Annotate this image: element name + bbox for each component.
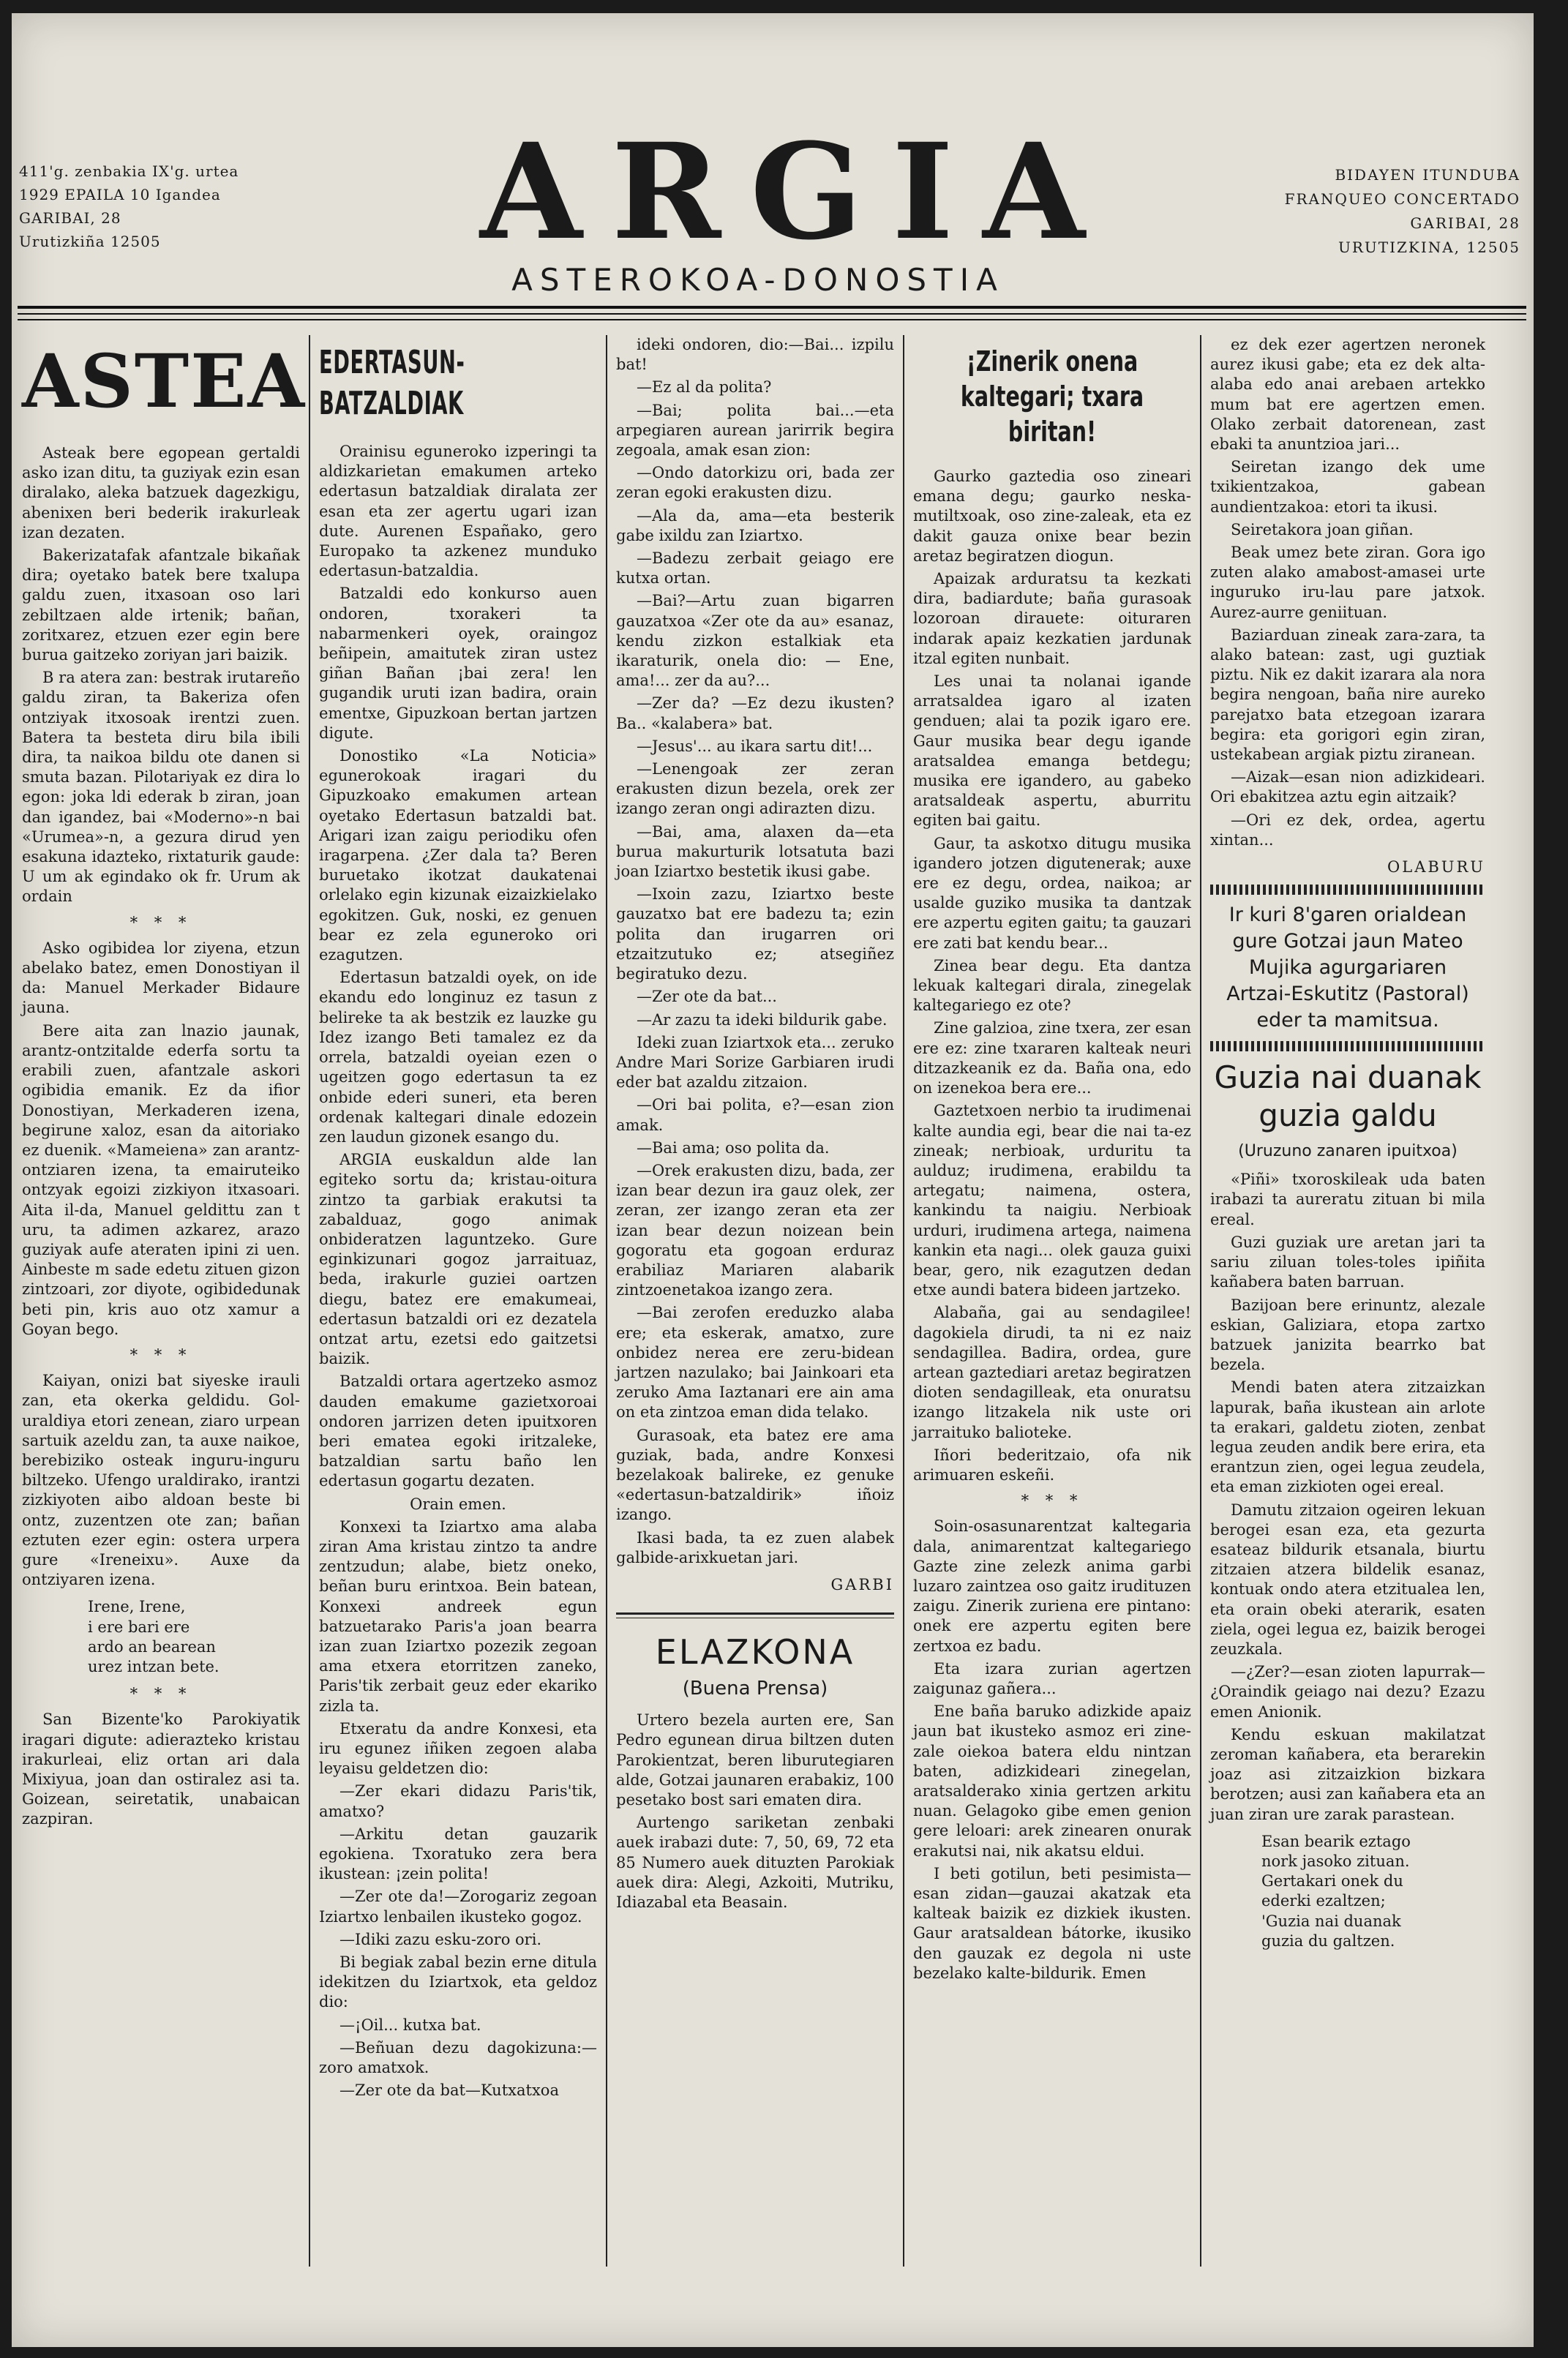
paragraph: Bazijoan bere erinuntz, alezale eskian, Galiziara, etopa zartxo batzuek janizita bearrko bat bezela. [1210, 1296, 1485, 1374]
signature: OLABURU [1387, 858, 1485, 876]
paragraph: Batzaldi edo konkurso auen ondoren, txorakeri ta nabarmenkeri oyek, oraingoz beñipein, amaitutek ziran ustez giñan Bañan ¡bai zera! len gugandik uruti izan badira, orain ementxe, Gipuzkoan bertan jartzen digute. [319, 585, 597, 742]
paragraph: ez dek ezer agertzen neronek aurez ikusi gabe; eta ez dek alta-alaba edo anai arebaen artekko mum bat ere agertzen emen. Olako zerbait datorenean, zast ebaki ta anuntzioa jari... [1210, 336, 1485, 454]
paragraph: Orain emen. [410, 1495, 506, 1513]
paragraph: Ene baña baruko adizkide apaiz jaun bat ikusteko asmoz eri zine-zale oiekoa batera eldu nintzan baten, adizkideari zinegelan, aratsalderako xinia gertzen arkitu nuan. Gelagoko gibe emen genion gere leloari: arek zinearen onurak erakutsi nai, nik akatsu eldui. [913, 1702, 1191, 1860]
newspaper-page [12, 13, 1534, 2347]
masthead-rule-thin [18, 313, 1526, 315]
zine-heading: ¡Zinerik onena kaltegari; txara biritan! [960, 345, 1144, 448]
paragraph: Bere aita zan lnazio jaunak, arantz-ontzitalde ederfa sortu ta erabili zuen, afantzale askori ogibidia emanik. Ez da ifior Donostiyan, Merkaderen izena, begirune xaloz, esan da aitoriako ez duenik. «Mameiena» zan arantz-ontziaren izena, ta emairuteiko ontzyak egoizi zizkiyon itxasoari. Aita il-da, Manuel geldittu zan t uru, ta adimen azkarez, arazo guziyak aufe ateraten ipini zi uen. Ainbeste m sade edetu zituen gizon zintzoari, zor diyote, ogibidedunak beti pin, kris auo otz xamur a Goyan bego. [22, 1021, 300, 1338]
paragraph: —Idiki zazu esku-zoro ori. [340, 1930, 542, 1948]
address-line: GARIBAI, 28 [19, 209, 121, 227]
paragraph: Apaizak arduratsu ta kezkati dira, badiardute; baña gurasoak lozoroan dirauete: oituraren indarak apaiz kezkatien jardunak itzal egiten nunbait. [913, 570, 1191, 667]
paragraph: —¡Oil... kutxa bat. [340, 2016, 481, 2034]
paragraph: Soin-osasunarentzat kaltegaria dala, animarentzat kaltegariego Gazte zine zelezk anima garbi luzaro zaintzea oso gaitz irudituzen zaigu. Zinerik zuriena ere pintano: onek ere azpertu egiten bere zertxoa ez badu. [913, 1517, 1191, 1655]
date-line: 1929 EPAILA 10 Igandea [19, 186, 221, 203]
paragraph: Ideki zuan Iziartxok eta... zeruko Andre Mari Sorize Garbiaren irudi eder bat azaldu zitzaion. [616, 1033, 894, 1092]
issue-info [19, 159, 282, 253]
column-divider [903, 335, 904, 2267]
separator: * * * [1021, 1492, 1084, 1510]
paragraph: Damutu zitzaion ogeiren lekuan berogei esan eza, eta gezurta esateaz bildurik etsanala, biurtu zitzaien atzera bildelik esanaz, kontuak ondo atera etzitualea len, eta orain obeki aterarik, esaten ziela, ogei legua ez, baizik berogei zeuzkala. [1210, 1501, 1485, 1658]
paragraph: Kendu eskuan makilatzat zeroman kañabera, eta berarekin joaz asi zitzaizkion bizkara berotzen; ausi zan kañabera eta an juan ziran ure zarak parastean. [1210, 1725, 1485, 1823]
issue-line: 411'g. zenbakia IX'g. urtea [19, 162, 239, 180]
column-astea [22, 335, 307, 1833]
paragraph: Edertasun batzaldi oyek, on ide ekandu edo longinuz ez tasun z belireke ta ak bestzik ez lauzke gu Idez izango Beti tamalez ez da orrela, batzaldi oyeian ezen o ugeitzen gogo edertasun ta ez onbide ederi suneri, eta beren ordenak kaltegari dinale edozein zen laudun gizonek esango du. [319, 969, 597, 1146]
separator: * * * [130, 913, 192, 931]
poem [1210, 1832, 1485, 1951]
poem-line: urez intzan bete. [88, 1657, 220, 1675]
paragraph: —Ez al da polita? [637, 378, 772, 397]
section-rule [616, 1612, 894, 1615]
poem-line: ardo an bearean [88, 1637, 216, 1656]
paragraph: ARGIA euskaldun alde lan egiteko sortu da; kristau-oitura zintzo ta garbiak erakutsi ta zabalduaz, gogo animak onbideratzen laguntzeko. Gure eginkizunari gogoz jarraituaz, beda, irakurle guziei oartzen diegu, batez ere emakumeai, edertasun batzaldi ori ez dezatela ontzat artu, ezetsi edo gaitzetsi baizik. [319, 1151, 597, 1368]
paragraph: —Ori bai polita, e?—esan zion amak. [616, 1096, 894, 1134]
paragraph: Etxeratu da andre Konxesi, eta iru egunez iñiken zegoen alaba leyaisu geldetzen dio: [319, 1719, 597, 1778]
paragraph: Eta izara zurian agertzen zaigunaz gañera... [913, 1659, 1191, 1697]
paragraph: —Ar zazu ta ideki bildurik gabe. [637, 1010, 888, 1029]
phone-line: Urutizkiña 12505 [19, 233, 161, 250]
paragraph: Gurasoak, eta batez ere ama guziak, bada, andre Konxesi bezelakoak balireke, ez genuke «edertasun-batzaldirik» iñoiz izango. [616, 1426, 894, 1524]
paragraph: Mendi baten atera zitzaizkan lapurak, baña ikustean ain arlote ta erakari, galdetu zioten, zenbat legua zeuden andik bere erira, eta erantzun zien, ogei legua zeudela, eta eman zizkioten ogei ereal. [1210, 1378, 1485, 1496]
paragraph: Guzi guziak ure aretan jari ta sariu ziluan toles-toles ipiñita kañabera baten barruan. [1210, 1233, 1485, 1291]
column-olaburu [1210, 335, 1485, 1951]
paragraph: Batzaldi ortara agertzeko asmoz dauden emakume gazietxoroai ondoren jarrizen deten ipuitxoren beri ematea egoki iritzaleke, batzaldian sartu baño len edertasun gogartu dezaten. [319, 1373, 597, 1490]
paragraph: —Arkitu detan gauzarik egokiena. Txoratuko zera bera ikustean: ¡zein polita! [319, 1825, 597, 1883]
paragraph: Konxexi ta Iziartxo ama alaba ziran Ama kristau zintzo ta andre zentzudun; alabe, bietz oneko, beñan buru erintxoa. Bein batean, Konxexi andreek egun batzuetarako Paris'a joan bearra izan zuan Iziartxo pozezik zegoan ama etxera etorritzen zaneko, Paris'tik zerbait geuz eder ekariko zizla ta. [319, 1517, 597, 1715]
paragraph: —Bai; polita bai...—eta arpegiaren aurean jarirrik begira zegoala, amak esan zion: [616, 401, 894, 459]
postage-info [1213, 163, 1520, 260]
paragraph: San Bizente'ko Parokiyatik iragari digute: adierazteko kristau irakurleai, eliz ortan ari dala Mixiyua, joan dan ostiralez asi ta. Goizean, seiretatik, unabaican zazpiran. [22, 1711, 300, 1828]
paragraph: —Ala da, ama—eta besterik gabe ixildu zan Iziartxo. [616, 506, 894, 544]
paragraph: Urtero bezela aurten ere, San Pedro egunean dirua biltzen duten Parokientzat, beren liburutegiaren alde, Gotzai jaunaren erabakiz, 100 pesetako bost sari ematen dira. [616, 1711, 894, 1809]
paragraph: —Bai, ama, alaxen da—eta burua makurturik lotsatuta bazi joan Iziartxo bestetik ikusi gabe. [616, 822, 894, 881]
paragraph: Gaur, ta askotxo ditugu musika igandero jotzen digutenerak; auxe ere ez degu, ordea, naikoa; ar usalde guziko musika ta dantzak ere azpertu egiten gaitu; ta gauzari ere zati bat kendu bear... [913, 834, 1191, 952]
paragraph: Orainisu eguneroko izperingi ta aldizkarietan emakumen arteko edertasun batzaldiak diralata zer esan eta zer agertu ugari izan dute. Aurenen Españako, gero Europako ta azkenez munduko edertasun-batzaldia. [319, 443, 597, 580]
column-continuation [616, 335, 894, 1915]
paragraph: —Bai zerofen ereduzko alaba ere; eta eskerak, amatxo, zure onbidez nerea ere zeru-bidean jartzen nazulako; bai Jainkoari eta zeruko Ama Iaztanari ere ain ama on eta zintzoa eman dida telako. [616, 1304, 894, 1422]
paragraph: —Orek erakusten dizu, bada, zer izan bear dezun ira gauz olek, zer zeran, zer izango zeran eta zer izan bear dezun noizean bein gogoratu eta gogoan erduraz erabiliaz Mariaren alabarik zintzoenetakoa izango zera. [616, 1161, 894, 1299]
paragraph: —¿Zer?—esan zioten lapurrak—¿Oraindik geiago nai dezu? Ezazu emen Anionik. [1210, 1663, 1485, 1721]
paragraph: Kaiyan, onizi bat siyeske irauli zan, eta okerka geldidu. Gol-uraldiya etori zenean, ziaro urpean sartuik azeldu zan, ta auxe naikoe, berebiziko osteak inguru-inguru biltzeko. Ufengo uraldirako, irantzi zizkiyoten aibo aldoan beste bi ontz, zuzentzen ote zan; bañan eztuten ezer egin: ostera urpera gure «Ireneixu». Auxe da ontziyaren izena. [22, 1372, 300, 1589]
poem-line: guzia du galtzen. [1261, 1931, 1395, 1950]
address-line-right: GARIBAI, 28 [1410, 214, 1520, 232]
paragraph: —Bai ama; oso polita da. [637, 1138, 830, 1157]
poem-line: Irene, Irene, [88, 1598, 186, 1616]
paragraph: Seiretan izango dek ume txikientzakoa, gabean aundientzakoa: etori ta ikusi. [1210, 458, 1485, 516]
paragraph: —Lenengoak zer zeran erakusten dizun bezela, orek zer izango zeran ongi adirazten dizu. [616, 760, 894, 818]
column-divider [606, 335, 607, 2267]
paragraph: Seiretakora joan giñan. [1231, 520, 1414, 538]
paragraph: Zine galzioa, zine txera, zer esan ere ez: zine txararen kalteak neuri ditzazkeanik ez da. Baña ona, edo on izenekoa bera ere... [913, 1019, 1191, 1097]
column-edertasun [319, 335, 597, 2103]
paragraph: Zinea bear degu. Eta dantza lekuak kaltegari dirala, zinegelak kaltegariego ez ote? [913, 956, 1191, 1015]
paragraph: Baziarduan zineak zara-zara, ta alako batean: zast, ugi guztiak piztu. Nik ez dakit izarara ala nora begira nengoan, baña nire aureko parejatxo bata etzegoan izarara begira: eta gorigori egin ziran, ustekabean argiak piztu ziranean. [1210, 626, 1485, 764]
poem-line: Esan bearik eztago [1261, 1832, 1411, 1850]
poem-line: nork jasoko zituan. [1261, 1852, 1410, 1870]
guzia-subheading: (Uruzuno zanaren ipuitxoa) [1238, 1142, 1458, 1161]
masthead-subtitle: ASTEROKOA-DONOSTIA [511, 262, 1005, 298]
column-divider [1200, 335, 1201, 2267]
poem-line: ederki ezaltzen; [1261, 1892, 1386, 1910]
franqueo-line: FRANQUEO CONCERTADO [1284, 190, 1520, 208]
elazkona-subheading: (Buena Prensa) [682, 1678, 828, 1700]
paragraph: I beti gotilun, beti pesimista—esan zidan—gauzai akatzak eta kalteak baizik ez dizkiek ikusten. Gaur aratsaldean bátorke, ikusiko den gauzak ez degola ni uste bezelako kalte-bildurik. Emen [913, 1864, 1191, 1982]
masthead-title: ARGIA [480, 115, 1114, 269]
poem-line: i ere bari ere [88, 1618, 190, 1636]
separator: * * * [130, 1685, 192, 1703]
column-zine [913, 335, 1191, 1986]
paragraph: —Ori ez dek, ordea, agertu xintan... [1210, 811, 1485, 849]
column-divider [309, 335, 310, 2267]
paragraph: —Jesus'... au ikara sartu dit!... [637, 737, 873, 755]
paragraph: Gaurko gaztedia oso zineari emana degu; gaurko neska-mutiltxoak, oso zine-zaleak, eta ez dakit gauza onixe bear bezin aretaz begiratzen diogun. [913, 468, 1191, 565]
paragraph: —Zer da? —Ez dezu ikusten? Ba.. «kalabera» bat. [616, 694, 894, 732]
paragraph: Asko ogibidea lor ziyena, etzun abelako batez, emen Donostiyan il da: Manuel Merkader Bidaure jauna. [22, 939, 300, 1017]
paragraph: —Ixoin zazu, Iziartxo beste gauzatxo bat ere badezu ta; ezin polita dan irugarren ori etzaitzutuko ez; atsegiñez begiratuko dezu. [616, 885, 894, 983]
paragraph: «Piñi» txoroskileak uda baten irabazi ta aureratu zituan bi mila ereal. [1210, 1171, 1485, 1228]
signature: GARBI [830, 1575, 894, 1593]
masthead-rule [18, 306, 1526, 309]
phone-line-right: URUTIZKINA, 12505 [1338, 239, 1520, 256]
poem-line: 'Guzia nai duanak [1261, 1912, 1401, 1930]
edertasun-heading: EDERTASUN-BATZALDIAK [319, 344, 465, 422]
paragraph: —Aizak—esan nion adizkideari. Ori ebakitzea aztu egin aitzaik? [1210, 768, 1485, 806]
guzia-heading: Guzia nai duanak guzia galdu [1214, 1059, 1482, 1134]
paragraph: Asteak bere egopean gertaldi asko izan ditu, ta guziyak ezin esan diralako, aleka batzuek dagezkigu, abenixen beri bederik irakurleak izan dezaten. [22, 444, 300, 541]
paragraph: —Badezu zerbait geiago ere kutxa ortan. [616, 549, 894, 587]
paragraph: —Zer ekari didazu Paris'tik, amatxo? [319, 1782, 597, 1820]
ornamental-rule [1210, 885, 1485, 895]
separator: * * * [130, 1345, 192, 1364]
paragraph: —Ondo datorkizu ori, bada zer zeran egoki erakusten dizu. [616, 464, 894, 502]
paragraph: —Beñuan dezu dagokizuna:—zoro amatxok. [319, 2038, 597, 2077]
ornamental-rule [1210, 1041, 1485, 1051]
paragraph: —Zer ote da!—Zorogariz zegoan Iziartxo lenbailen ikusteko gogoz. [319, 1888, 597, 1926]
paragraph: Gaztetxoen nerbio ta irudimenai kalte aundia egi, bear die nai ta-ez zineak; nerbioak, urduritu ta aulduz; irudimena, erabildu ta artegatu; naimena, ostera, kankindu ta naigiu. Nerbioak urduri, irudimena artega, naimena kankin eta nagi... olek gauza guixi bear, gero, nik ezagutzen dedan etxe aundi batera bideen jartzeko. [913, 1102, 1191, 1299]
paragraph: Les unai ta nolanai igande arratsaldea igaro al izaten genduen; alai ta pozik igaro ere. Gaur musika bear degu igande aratsaldea emanga betdegu; musika ere igandero, au gabeko aratsaldeak aspertu, aburritu egiten bai gaitu. [913, 672, 1191, 830]
elazkona-heading: ELAZKONA [655, 1632, 855, 1672]
paragraph: Aurtengo sariketan zenbaki auek irabazi dute: 7, 50, 69, 72 eta 85 Numero auek dituzten Parokiak auek dira: Alegi, Azkoiti, Mutriku, Idiazabal eta Beasain. [616, 1814, 894, 1912]
poem-line: Gertakari onek du [1261, 1872, 1403, 1890]
paragraph: ideki ondoren, dio:—Bai... izpilu bat! [616, 336, 894, 374]
paragraph: Bi begiak zabal bezin erne ditula idekitzen du Iziartxok, eta geldoz dio: [319, 1953, 597, 2011]
paragraph: —Zer ote da bat... [637, 988, 777, 1006]
pastoral-notice: Ir kuri 8'garen orialdean gure Gotzai jaun Mateo Mujika agurgariaren Artzai-Eskutitz (Pastoral) eder ta mamitsua. [1226, 904, 1469, 1032]
paragraph: Alabaña, gai au sendagilee! dagokiela dirudi, ta ni ez naiz sendagillea. Badira, ordea, gure artean gaztediari aretaz begiratzen dioten sendagilleak, eta onuratsu izango litzakela nik uste ori jarraituko balioteke. [913, 1304, 1191, 1441]
paragraph: Iñori bederitzaio, ofa nik arimuaren eskeñi. [913, 1446, 1191, 1484]
paragraph: Donostiko «La Noticia» egunerokoak iragari du Gipuzkoako emakumen artean oyetako Edertasun batzaldi bat. Arigari izan zaigu periodiku ofen iragarpena. ¿Zer dala ta? Beren buruetako ikotzat daukatenai orlelako egin kizunak eizaizkielako egokitzen. Guk, noski, ez genuen bear ez zela eguneroko ori ezagutzen. [319, 747, 597, 964]
paragraph: —Zer ote da bat—Kutxatxoa [340, 2081, 559, 2100]
paragraph: —Bai?—Artu zuan bigarren gauzatxoa «Zer ote da au» esanaz, kendu zizkon estalkiak eta ikaraturik, onela dio: — Ene, ama!... zer da au?... [616, 592, 894, 690]
paragraph: Bakerizatafak afantzale bikañak dira; oyetako batek bere txalupa galdu zuen, itxasoan oso lari zebiltzaen alde irtenik; bañan, zoritxarez, etzuen ezer egin bere burua gaitzeko zoriyan jari baizik. [22, 547, 300, 664]
poem [22, 1597, 300, 1677]
paragraph: B ra atera zan: bestrak irutareño galdu ziran, ta Bakeriza ofen ontziyak itxosoak irentzi zuen. Batera ta besteta diru bila ibili dira, ta naikoa bildu ote danen si smuta bazan. Pilotariyak ez dira lo egon: joka ldi ederak b ziran, joan dan igandez, bai «Moderno»-n bai «Urumea»-n, a gezura dirud yen esakuna idazteko, rixtaturik gaude: U um ak egindako ok fr. Urum ak ordain [22, 669, 300, 906]
astea-heading: ASTEA [22, 338, 307, 424]
paragraph: Beak umez bete ziran. Gora igo zuten alako amabost-amasei urte inguruko iru-lau pare jatxok. Aurez-aurre geniituan. [1210, 544, 1485, 621]
paragraph: Ikasi bada, ta ez zuen alabek galbide-arixkuetan jari. [616, 1528, 894, 1566]
postage-line: BIDAYEN ITUNDUBA [1335, 166, 1520, 184]
masthead-rule-thin-2 [18, 319, 1526, 320]
